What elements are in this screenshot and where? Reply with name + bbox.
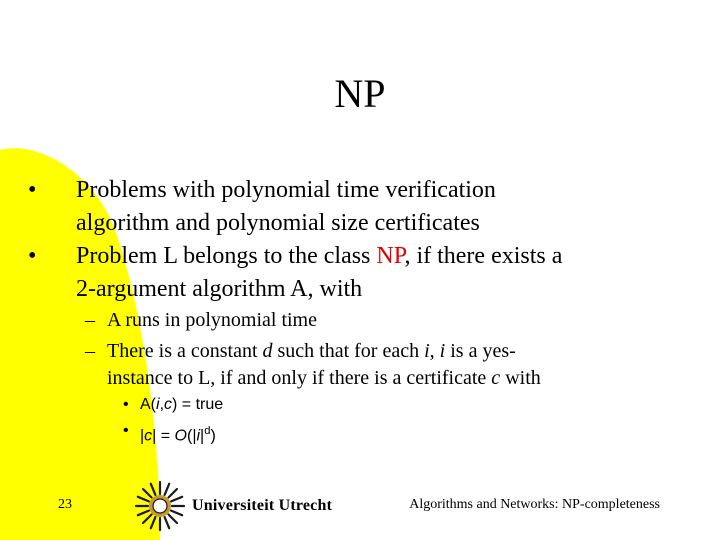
sub-bullet-1-text: A runs in polynomial time [107, 309, 317, 331]
bullet-2-prefix: Problem L belongs to the class [76, 243, 377, 269]
sub-bullet-2-line-2: instance to L, if and only if there is a certificate [107, 367, 492, 389]
var-c: c [144, 427, 153, 445]
bullet-text-2 [28, 240, 668, 306]
sub-sub-bullet-1 [123, 394, 523, 416]
formula-part: A( [140, 396, 156, 413]
formula-part: | [140, 427, 145, 445]
formula-part: ) [210, 427, 216, 445]
sub-bullet-2 [85, 338, 655, 392]
sub-bullet-1 [85, 307, 655, 334]
university-logo [134, 480, 332, 532]
footer-course-title: Algorithms and Networks: NP-completeness [409, 497, 660, 512]
bullet-dot: • [123, 422, 129, 439]
bullet-2-line-2: 2-argument algorithm A, with [76, 276, 363, 302]
np-highlight: NP [376, 243, 405, 269]
sub-bullet-2-part: is a yes- [445, 340, 516, 362]
sub-bullet-2-line-2-end: with [500, 367, 541, 389]
bullet-text-1 [28, 174, 668, 240]
dash-marker: – [85, 309, 95, 331]
formula-part: (| [187, 427, 197, 445]
bullet-item-1 [28, 174, 668, 240]
slide-number: 23 [58, 497, 72, 512]
var-i: i [439, 340, 446, 362]
formula-part: ) = true [172, 396, 224, 413]
var-i: i [156, 396, 160, 413]
formula-part: | [200, 427, 205, 445]
sub-bullet-2-part: There is a constant [107, 340, 263, 362]
var-i: i [424, 340, 430, 362]
sub-bullet-2-part: , [429, 340, 440, 362]
formula-true [123, 394, 523, 416]
big-o: O [174, 427, 187, 445]
formula-size [123, 420, 523, 447]
sub-bullet-2-text [85, 338, 655, 392]
dash-marker: – [85, 340, 95, 362]
sun-emblem-icon [134, 480, 186, 532]
bullet-dot: • [28, 177, 37, 203]
var-c: c [164, 396, 173, 413]
bullet-item-2 [28, 240, 668, 306]
bullet-dot: • [123, 396, 129, 413]
bullet-2-suffix: , if there exists a [404, 243, 563, 269]
bullet-dot: • [28, 243, 37, 269]
formula-part: | = [152, 427, 175, 445]
sub-bullet-2-part: such that for each [272, 340, 425, 362]
slide-title: NP [334, 71, 386, 116]
bullet-1-line-1: Problems with polynomial time verification [76, 177, 496, 203]
sub-sub-bullet-2 [123, 420, 523, 447]
exponent-d: d [204, 425, 211, 437]
var-d: d [262, 340, 273, 362]
var-i: i [196, 427, 201, 445]
var-c: c [491, 367, 501, 389]
formula-part: , [159, 396, 165, 413]
logo-text: Universiteit Utrecht [192, 497, 333, 514]
bullet-1-line-2: algorithm and polynomial size certificates [76, 210, 480, 236]
